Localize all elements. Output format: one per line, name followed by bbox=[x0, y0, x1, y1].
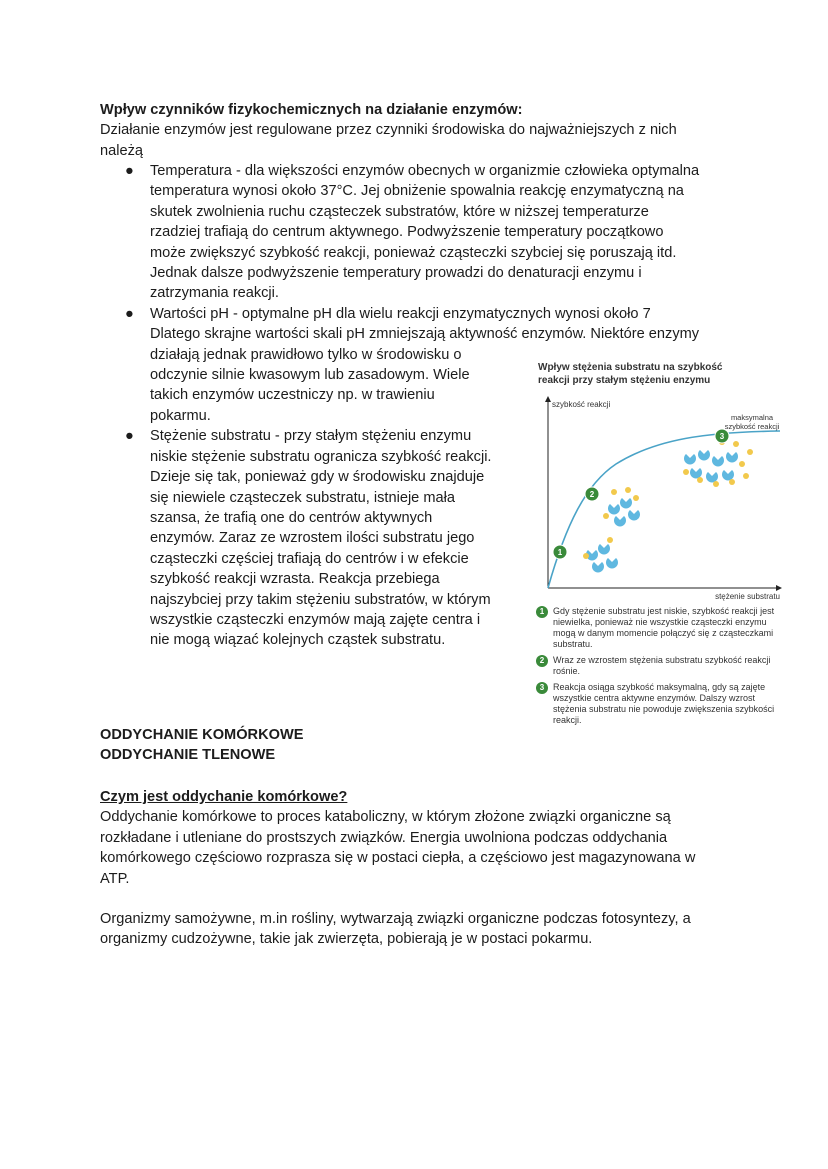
text-line: szansa, że trafią one do centrów aktywnych bbox=[150, 509, 433, 526]
caption-text: Wraz ze wzrostem stężenia substratu szybkość reakcji rośnie. bbox=[553, 655, 771, 676]
figure-diagram bbox=[536, 394, 786, 604]
molecule-group-1 bbox=[583, 537, 618, 572]
text-line: rozkładane i utleniane do prostszych związków. Energia uwolniona podczas oddychania bbox=[100, 829, 668, 846]
text-line: Wartości pH - optymalne pH dla wielu reakcji enzymatycznych wynosi około 7 bbox=[150, 305, 651, 322]
caption-number: 1 bbox=[536, 606, 548, 618]
caption-number: 2 bbox=[536, 655, 548, 667]
section-respiration-para2 bbox=[100, 909, 740, 950]
text-line: pokarmu. bbox=[150, 407, 211, 424]
max-rate-label: maksymalna bbox=[730, 413, 774, 422]
text-line: odczynie silnie kwasowym lub zasadowym. Wiele bbox=[150, 367, 470, 384]
figure-title bbox=[538, 362, 778, 387]
caption-number: 3 bbox=[536, 682, 548, 694]
bullet-icon: ● bbox=[125, 163, 134, 179]
text-line: Organizmy samożywne, m.in rośliny, wytwarzają związki organiczne podczas fotosyntezy, a bbox=[100, 911, 691, 927]
text-line: Stężenie substratu - przy stałym stężeniu enzymu bbox=[150, 428, 472, 445]
bullet-icon: ● bbox=[125, 428, 134, 445]
text-line: temperatura wynosi około 37°C. Jej obniżenie spowalnia reakcję enzymatyczną na bbox=[150, 183, 684, 200]
text-line: najszybciej przy takim stężeniu substratów, w którym bbox=[150, 591, 491, 608]
intro-line: należą bbox=[100, 142, 144, 159]
marker-3 bbox=[715, 429, 729, 443]
text-line: nie mogą wiązać kolejnych cząstek substratu. bbox=[150, 632, 446, 649]
section-heading: ODDYCHANIE TLENOWE bbox=[100, 747, 276, 764]
text-line: niskie stężenie substratu ogranicza szybkość reakcji. bbox=[150, 448, 492, 465]
svg-text:1: 1 bbox=[557, 548, 563, 557]
max-rate-label: szybkość reakcji bbox=[724, 422, 780, 431]
text-line: może zwiększyć szybkość reakcji, ponieważ cząsteczki szybciej się poruszają itd. bbox=[150, 244, 677, 261]
text-line: Dzieje się tak, ponieważ gdy w środowisku znajduje bbox=[150, 469, 485, 486]
x-axis-label: stężenie substratu bbox=[715, 592, 780, 601]
figure-captions bbox=[536, 606, 784, 731]
text-line: szybkość reakcji wzrasta. Reakcja przebiega bbox=[150, 571, 440, 588]
text-line: rzadziej trafiają do centrum aktywnego. Podwyższenie temperatury początkowo bbox=[150, 224, 664, 241]
text-line: Temperatura - dla większości enzymów obecnych w organizmie człowieka optymalna bbox=[150, 163, 700, 179]
text-line: Jednak dalsze podwyższenie temperatury prowadzi do denaturacji enzymu i bbox=[150, 265, 642, 282]
caption-item bbox=[536, 682, 784, 726]
section-enzymes-intro bbox=[100, 100, 740, 161]
section-respiration-body bbox=[100, 787, 740, 889]
svg-text:2: 2 bbox=[589, 490, 595, 499]
section-respiration-headings bbox=[100, 725, 740, 766]
bullet-icon: ● bbox=[125, 305, 134, 322]
molecule-group-2 bbox=[603, 487, 640, 526]
text-line: się niewiele cząsteczek substratu, istnieje mała bbox=[150, 489, 455, 506]
section-heading: ODDYCHANIE KOMÓRKOWE bbox=[100, 727, 304, 743]
figure-title-line: reakcji przy stałym stężeniu enzymu bbox=[538, 374, 711, 386]
svg-text:3: 3 bbox=[719, 432, 725, 441]
figure-title-line: Wpływ stężenia substratu na szybkość bbox=[538, 362, 723, 373]
caption-text: Gdy stężenie substratu jest niskie, szybkość reakcji jest niewielka, ponieważ nie wszystkie cząsteczki enzymu mogą w danym momencie połączyć się z cząsteczkami substratu. bbox=[553, 606, 775, 649]
substrate-figure bbox=[536, 358, 786, 750]
text-line: komórkowego częściowo rozprasza się w postaci ciepła, a częściowo jest magazynowana w bbox=[100, 850, 696, 867]
text-line: takich enzymów uczestniczy np. w trawieniu bbox=[150, 387, 435, 404]
x-axis-arrow-icon bbox=[776, 585, 782, 591]
text-line: enzymów. Zaraz ze wzrostem ilości substratu jego bbox=[150, 530, 475, 547]
caption-item bbox=[536, 655, 784, 677]
text-line: cząsteczki częściej trafiają do centrów i w efekcie bbox=[150, 550, 469, 567]
caption-text: Reakcja osiąga szybkość maksymalną, gdy są zajęte wszystkie centra aktywne enzymów. Dalszy wzrost stężenia substratu nie powoduje zwiększenia szybkości reakcji. bbox=[553, 682, 775, 725]
saturation-curve bbox=[548, 431, 780, 588]
text-line: Dlatego skrajne wartości skali pH zmniejszają aktywność enzymów. Niektóre enzymy bbox=[150, 326, 700, 343]
text-line: działają jednak prawidłowo tylko w środowisku o bbox=[150, 346, 462, 363]
list-item-temperature bbox=[125, 161, 735, 304]
marker-2 bbox=[585, 487, 599, 501]
marker-1 bbox=[553, 545, 567, 559]
y-axis-label: szybkość reakcji bbox=[552, 400, 611, 409]
question-heading: Czym jest oddychanie komórkowe? bbox=[100, 789, 348, 805]
text-line: wszystkie cząsteczki enzymów mają zajęte centra i bbox=[150, 611, 481, 628]
text-line: zatrzymania reakcji. bbox=[150, 285, 279, 302]
text-line: skutek zwolnienia ruchu cząsteczek substratów, które w niższej temperaturze bbox=[150, 203, 649, 220]
section-heading: Wpływ czynników fizykochemicznych na działanie enzymów: bbox=[100, 102, 523, 118]
intro-line: Działanie enzymów jest regulowane przez czynniki środowiska do najważniejszych z nich bbox=[100, 122, 677, 139]
caption-item bbox=[536, 606, 784, 650]
y-axis-arrow-icon bbox=[545, 396, 551, 402]
molecule-group-3 bbox=[683, 439, 753, 487]
text-line: Oddychanie komórkowe to proces kataboliczny, w którym złożone związki organiczne są bbox=[100, 809, 671, 826]
text-line: organizmy cudzożywne, takie jak zwierzęta, pobierają je w postaci pokarmu. bbox=[100, 931, 593, 948]
text-line: ATP. bbox=[100, 870, 130, 887]
